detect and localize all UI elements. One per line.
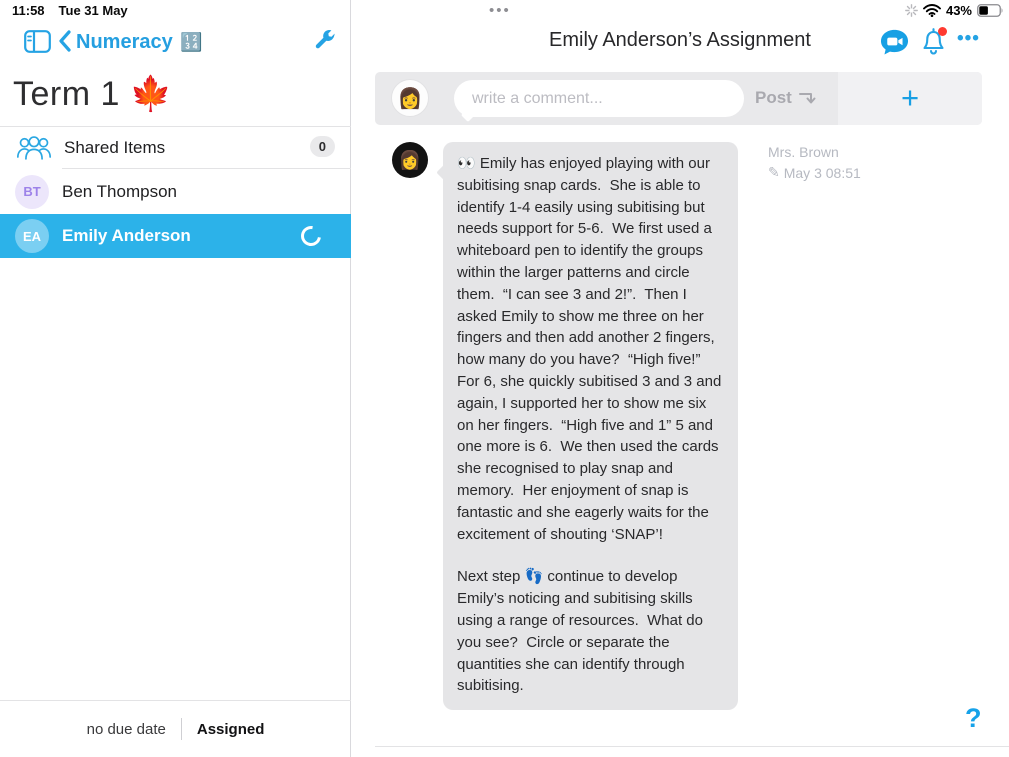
comment-meta [768,144,861,181]
wifi-icon [923,4,941,17]
sidebar-toggle-icon[interactable] [24,30,51,53]
divider [375,746,1009,747]
battery-icon [977,4,1004,17]
status-date: Tue 31 May [58,3,128,18]
sidebar-item-student-ben[interactable] [0,169,351,214]
shared-items-label: Shared Items [64,137,166,157]
due-date-label: no due date [86,720,166,738]
plus-icon: + [900,79,920,115]
comment-input[interactable] [454,80,744,117]
more-options-button[interactable]: ••• [957,28,980,49]
assigned-status-badge[interactable]: Assigned [196,720,265,738]
post-label: Post [755,88,792,107]
post-arrow-icon [798,90,816,106]
avatar: 👩 [392,142,428,178]
bell-notification-icon[interactable] [921,26,948,58]
comment-bubble [443,142,738,710]
back-chevron-icon[interactable] [58,30,71,52]
help-button[interactable]: ? [965,703,982,733]
wrench-settings-icon[interactable] [313,28,337,52]
network-activity-icon [905,4,918,17]
assignment-footer [0,714,351,744]
post-button[interactable] [755,88,816,108]
comment-paragraph: Next step 👣 continue to develop Emily’s noticing and subitising skills using a range of resources. What do you see? Circle or separate the quantities she can identify through subitising. [457,568,708,695]
sidebar-item-student-emily[interactable] [0,214,351,258]
battery-percent: 43% [945,3,972,18]
comment-paragraph: 👀 Emily has enjoyed playing with our subitising snap cards. She is able to identify 1-4 easily using subitising but needs support for 5-6. We first used a whiteboard pen to identify the groups within the larger patterns and circle them. “I can see 3 and 2!”. Then I asked Emily to show me three on her fingers and then add another 2 fingers, how many do you have? “High five!” For 6, she quickly subitised 3 and 3 and again, I supported her to show me six on her fingers. “High five and 1” 5 and one more is 6. We then used the cards she recognised to play snap and memory. Her enjoyment of snap is fantastic and she eagerly waits for the excitement of shouting ‘SNAP’! [457,155,726,543]
video-chat-icon[interactable] [879,28,910,57]
student-name: Emily Anderson [62,226,191,245]
edit-pencil-icon: ✎ [768,164,780,180]
shared-items-count-badge: 0 [310,136,335,157]
app-switcher-dots: ••• [489,2,511,19]
assignment-title: Emily Anderson’s Assignment [549,29,811,51]
subject-numbers-emoji: 🔢 [180,32,203,52]
avatar: BT [15,175,49,209]
student-name: Ben Thompson [62,181,177,201]
people-group-icon [15,134,53,161]
comment-bar [375,72,982,125]
page-title: Term 1 🍁 [13,75,173,113]
divider [181,718,182,740]
status-bar-right [905,3,1004,18]
comment-author: Mrs. Brown [768,144,839,160]
loading-spinner-icon [297,222,325,250]
sidebar-nav-row [0,26,351,62]
status-bar-left [12,3,142,18]
add-item-button[interactable] [838,72,982,125]
sidebar [0,0,351,757]
back-button[interactable]: Numeracy [76,31,173,53]
status-time: 11:58 [12,3,45,18]
avatar: EA [15,219,49,253]
avatar: 👩 [391,79,429,117]
comment-timestamp: May 3 08:51 [783,164,861,181]
sidebar-item-shared-items[interactable] [0,127,351,168]
divider [0,700,351,701]
